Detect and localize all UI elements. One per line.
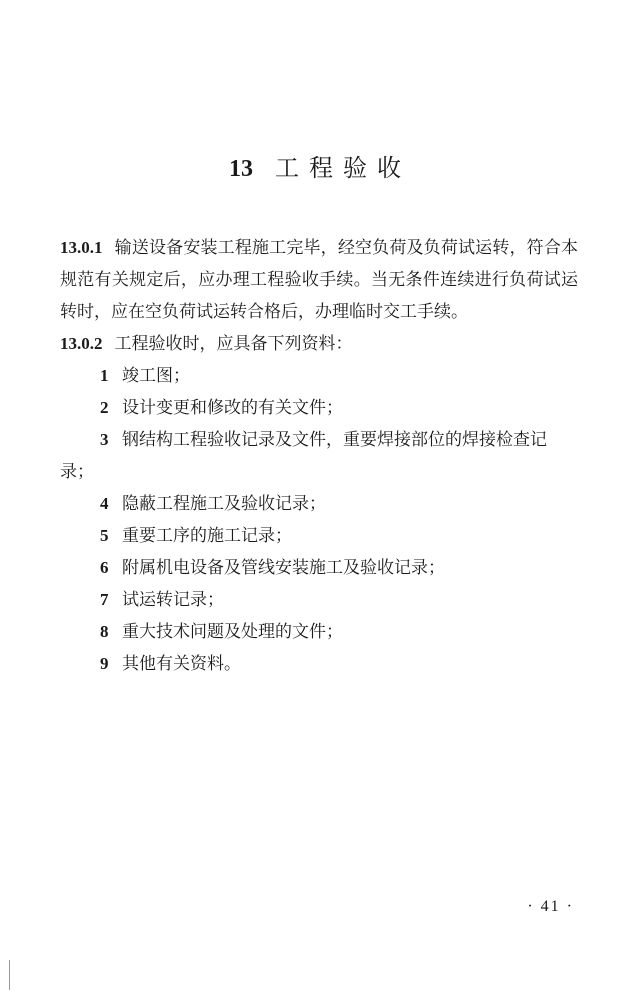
- clause-13-0-2: [60, 328, 578, 360]
- item-text: 重要工序的施工记录；: [122, 526, 292, 546]
- list-item: [60, 648, 578, 680]
- chapter-body: [60, 232, 578, 680]
- item-number: 1: [100, 366, 109, 385]
- item-text: 竣工图；: [122, 366, 190, 386]
- list-item: [60, 520, 578, 552]
- item-text: 试运转记录；: [122, 590, 224, 610]
- item-text: 钢结构工程验收记录及文件，重要焊接部位的焊接检查记录；: [60, 430, 547, 482]
- chapter-heading: [0, 148, 640, 183]
- clause-number: 13.0.2: [60, 334, 103, 353]
- scan-margin-line: [9, 960, 10, 990]
- item-text: 隐蔽工程施工及验收记录；: [122, 494, 326, 514]
- chapter-title: 工程验收: [275, 154, 411, 182]
- item-number: 6: [100, 558, 109, 577]
- item-number: 7: [100, 590, 109, 609]
- clause-text: 工程验收时，应具备下列资料：: [114, 334, 353, 354]
- clause-number: 13.0.1: [60, 238, 103, 257]
- list-item: [60, 392, 578, 424]
- list-item: [60, 616, 578, 648]
- list-item: [60, 552, 578, 584]
- clause-13-0-1: [60, 232, 578, 328]
- item-number: 8: [100, 622, 109, 641]
- item-text: 其他有关资料。: [122, 654, 241, 674]
- item-text: 重大技术问题及处理的文件；: [122, 622, 343, 642]
- item-text: 设计变更和修改的有关文件；: [122, 398, 343, 418]
- item-number: 2: [100, 398, 109, 417]
- list-item: [60, 488, 578, 520]
- item-number: 3: [100, 430, 109, 449]
- item-number: 5: [100, 526, 109, 545]
- chapter-number: 13: [229, 156, 253, 182]
- item-number: 4: [100, 494, 109, 513]
- list-item: [60, 424, 578, 488]
- page-number: · 41 ·: [527, 898, 574, 915]
- item-number: 9: [100, 654, 109, 673]
- clause-text: 输送设备安装工程施工完毕，经空负荷及负荷试运转，符合本规范有关规定后，应办理工程验收手续。当无条件连续进行负荷试运转时，应在空负荷试运转合格后，办理临时交工手续。: [60, 238, 578, 322]
- list-item: [60, 584, 578, 616]
- item-text: 附属机电设备及管线安装施工及验收记录；: [122, 558, 445, 578]
- list-item: [60, 360, 578, 392]
